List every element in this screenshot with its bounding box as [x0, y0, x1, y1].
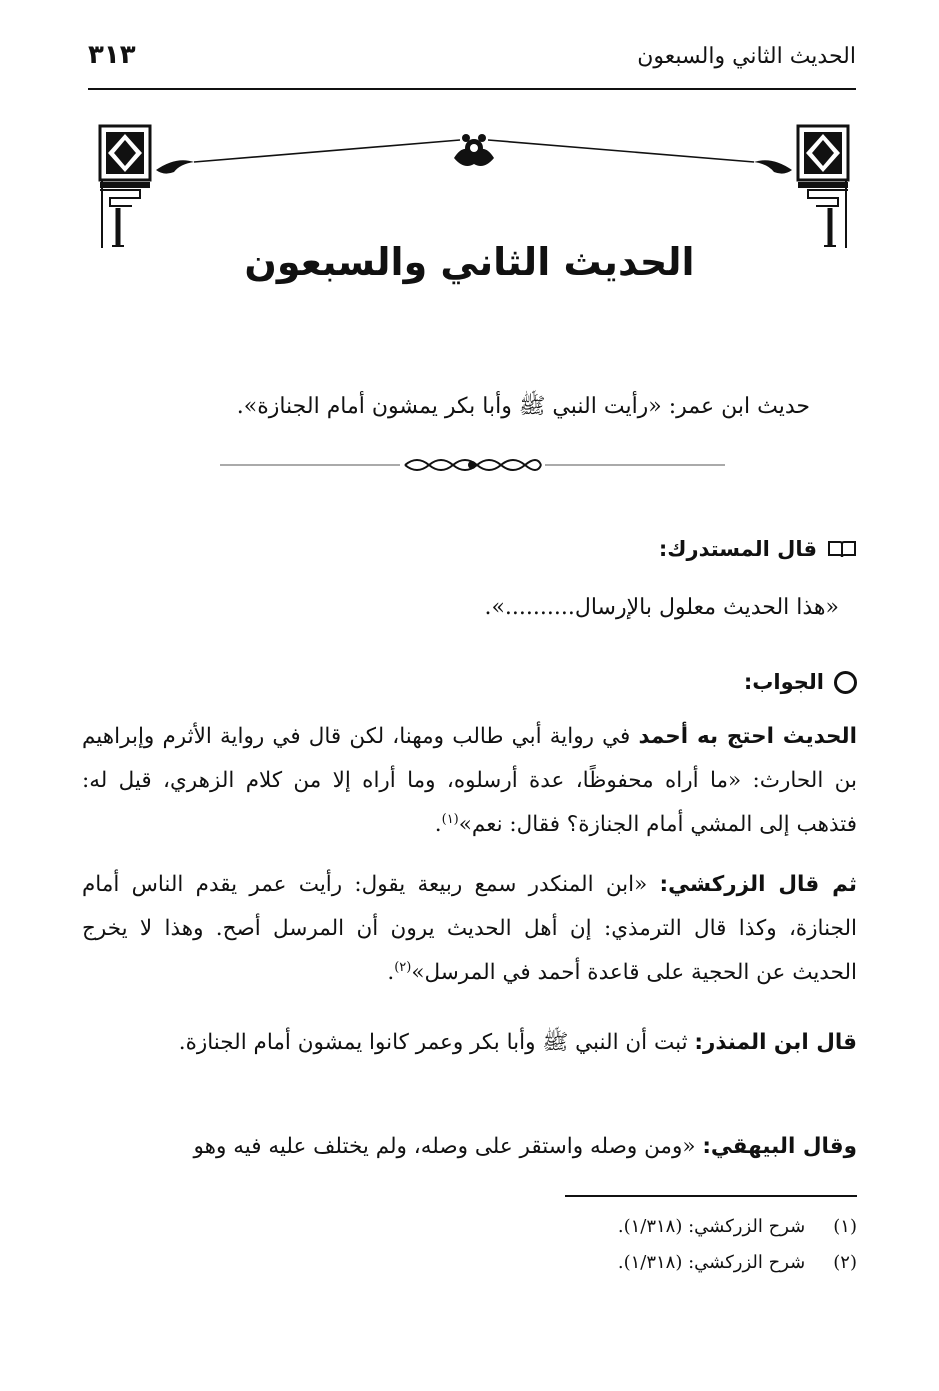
paragraph-text: ثبت أن النبي ﷺ وأبا بكر وعمر كانوا يمشون أمام الجنازة.	[178, 1030, 695, 1055]
footnote-1	[618, 1216, 857, 1237]
mustadrak-quote: «هذا الحديث معلول بالإرسال..........».	[484, 595, 839, 620]
hadith-statement: حديث ابن عمر: «رأيت النبي ﷺ وأبا بكر يمشون أمام الجنازة».	[236, 394, 810, 419]
paragraph-bayhaqi	[82, 1125, 857, 1169]
page-number: ٣١٣	[88, 40, 136, 70]
chapter-ornament-frame	[98, 118, 850, 250]
paragraph-lead: ثم قال الزركشي:	[659, 872, 857, 897]
paragraph-lead: الحديث احتج به أحمد	[638, 724, 858, 749]
footnote-number: (٢)	[833, 1252, 857, 1273]
footnote-marker: (١)	[441, 811, 459, 827]
footnote-2	[618, 1252, 857, 1273]
running-title: الحديث الثاني والسبعون	[637, 44, 856, 69]
paragraph-ahmad	[82, 715, 857, 847]
header-rule	[88, 88, 856, 90]
footnote-text: شرح الزركشي: (١/٣١٨).	[617, 1216, 806, 1237]
paragraph-lead: قال ابن المنذر:	[694, 1030, 857, 1055]
paragraph-lead: وقال البيهقي:	[702, 1134, 857, 1159]
paragraph-tail: .	[434, 812, 442, 837]
mustadrak-heading	[659, 537, 857, 561]
paragraph-tail: .	[387, 960, 395, 985]
paragraph-text: «ابن المنكدر سمع ربيعة يقول: رأيت عمر يقدم الناس أمام الجنازة، وكذا قال الترمذي: إن أهل الحديث يرون أن المرسل أصح. وهذا لا يخرج الحديث عن الحجية على قاعدة أحمد في المرسل»	[82, 872, 857, 985]
paragraph-text: «ومن وصله واستقر على وصله، ولم يختلف عليه فيه وهو	[193, 1134, 703, 1159]
paragraph-text: في رواية أبي طالب ومهنا، لكن قال في رواية الأثرم وإبراهيم بن الحارث: «ما أراه محفوظًا، عدة أرسلوه، وما أراه إلا من كلام الزهري، قيل له: فتذهب إلى المشي أمام الجنازة؟ فقال: نعم»	[82, 724, 857, 837]
chapter-title: الحديث الثاني والسبعون	[244, 240, 695, 284]
footnote-text: شرح الزركشي: (١/٣١٨).	[617, 1252, 806, 1273]
footnote-marker: (٢)	[394, 959, 412, 975]
open-book-icon	[827, 539, 857, 559]
paragraph-zarkashi	[82, 863, 857, 995]
mustadrak-label: قال المستدرك:	[658, 537, 817, 561]
paragraph-ibn-almundhir	[82, 1021, 857, 1065]
circle-bullet-icon	[834, 671, 857, 694]
answer-label: الجواب:	[743, 670, 824, 694]
footnote-number: (١)	[833, 1216, 857, 1237]
answer-heading	[744, 670, 857, 694]
ornamental-divider	[220, 452, 725, 478]
footnote-rule	[565, 1195, 857, 1197]
